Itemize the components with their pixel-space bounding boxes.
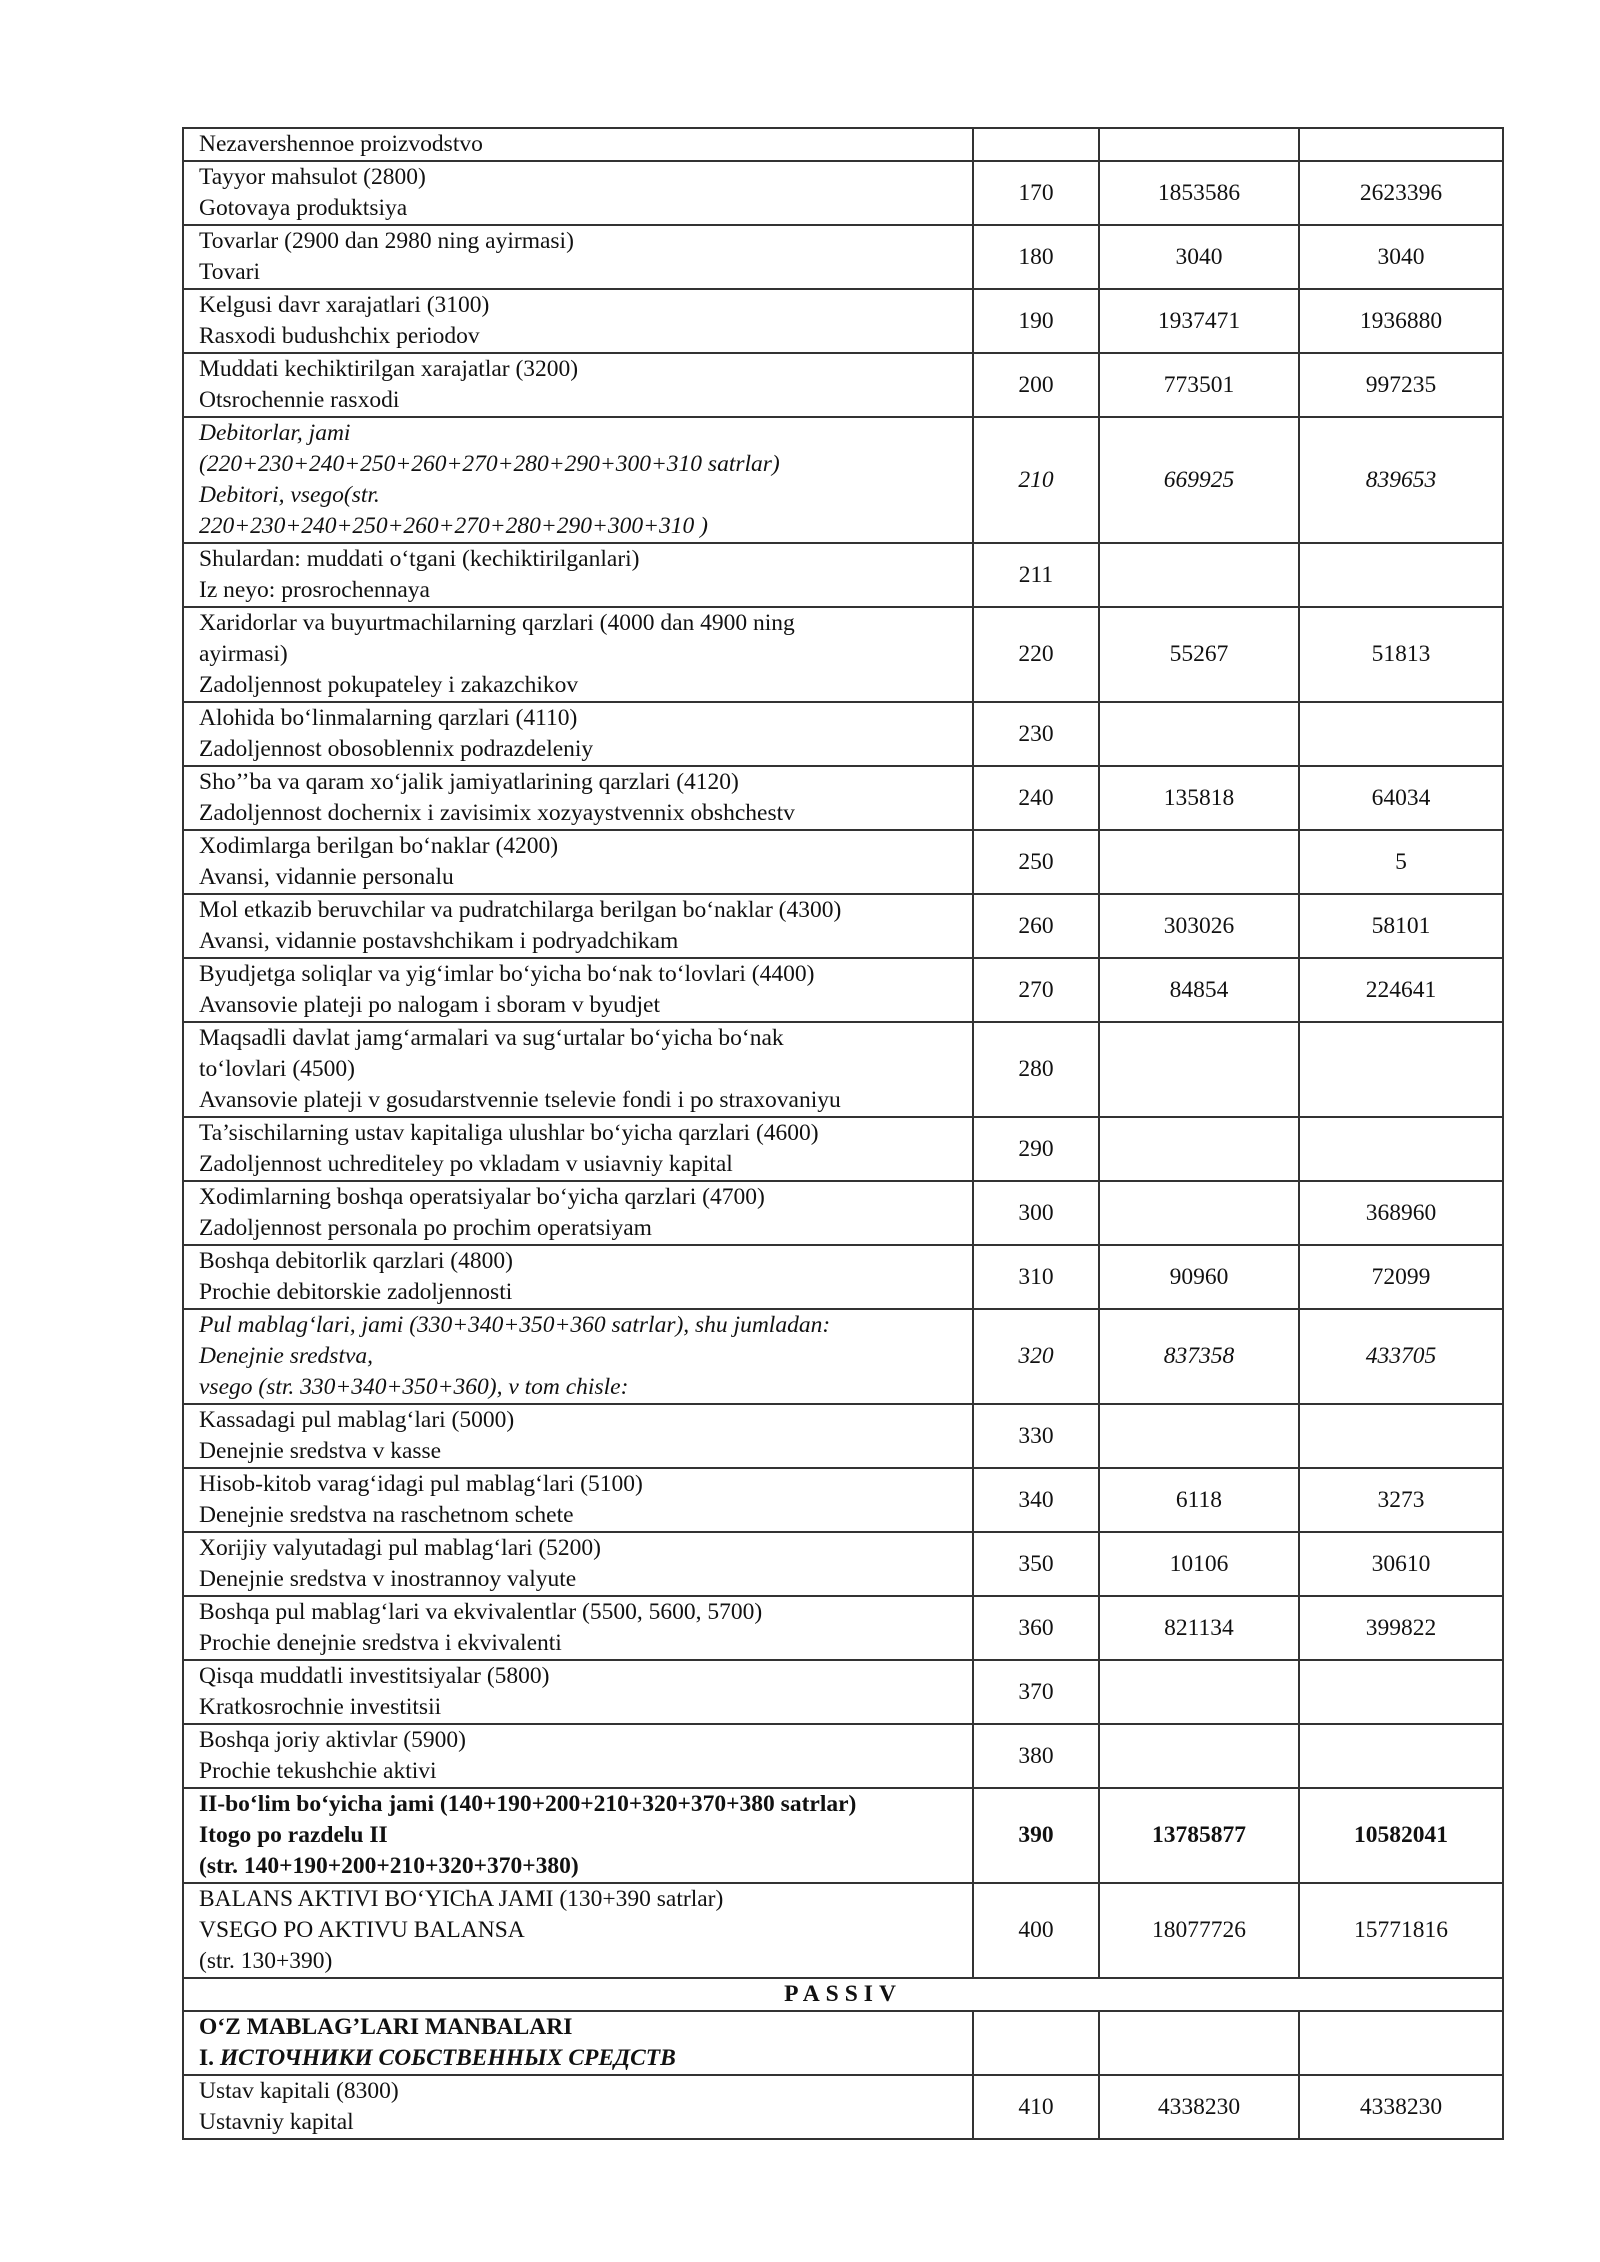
row-label: Pul mablag‘lari, jami (330+340+350+360 satrlar), shu jumladan: Denejnie sredstva, vsego (str. 330+340+350+360), v tom chisle: — [183, 1309, 973, 1404]
row-value-start: 303026 — [1099, 894, 1299, 958]
row-value-end: 72099 — [1299, 1245, 1503, 1309]
table-row — [183, 1404, 1503, 1468]
table-row — [183, 766, 1503, 830]
row-value-end: 30610 — [1299, 1532, 1503, 1596]
row-label: Debitorlar, jami (220+230+240+250+260+270+280+290+300+310 satrlar) Debitori, vsego(str. 220+230+240+250+260+270+280+290+300+310 ) — [183, 417, 973, 543]
row-code: 240 — [973, 766, 1099, 830]
row-value-end — [1299, 543, 1503, 607]
table-row — [183, 1724, 1503, 1788]
section-heading-line2: I. ИСТОЧНИКИ СОБСТВЕННЫХ СРЕДСТВ — [199, 2045, 676, 2071]
row-value-start: 1937471 — [1099, 289, 1299, 353]
row-code: 330 — [973, 1404, 1099, 1468]
row-value-end — [1299, 702, 1503, 766]
row-label: Kelgusi davr xarajatlari (3100) Rasxodi budushchix periodov — [183, 289, 973, 353]
row-code: 300 — [973, 1181, 1099, 1245]
row-value-end — [1299, 1404, 1503, 1468]
table-row — [183, 607, 1503, 702]
table-row — [183, 1532, 1503, 1596]
row-label: Hisob-kitob varag‘idagi pul mablag‘lari (5100) Denejnie sredstva na raschetnom schete — [183, 1468, 973, 1532]
row-value-end: 997235 — [1299, 353, 1503, 417]
row-label: Tayyor mahsulot (2800) Gotovaya produktsiya — [183, 161, 973, 225]
table-row — [183, 289, 1503, 353]
table-row — [183, 1309, 1503, 1404]
row-label: Sho’’ba va qaram xo‘jalik jamiyatlarining qarzlari (4120) Zadoljennost dochernix i zavisimix xozyaystvennix obshchestv — [183, 766, 973, 830]
table-row — [183, 353, 1503, 417]
row-value-start — [1099, 128, 1299, 161]
row-label: Boshqa joriy aktivlar (5900) Prochie tekushchie aktivi — [183, 1724, 973, 1788]
row-label: Qisqa muddatli investitsiyalar (5800) Kratkosrochnie investitsii — [183, 1660, 973, 1724]
table-row — [183, 1022, 1503, 1117]
passiv-title: PASSIV — [183, 1978, 1503, 2011]
row-code: 190 — [973, 289, 1099, 353]
row-value-start: 84854 — [1099, 958, 1299, 1022]
row-code: 380 — [973, 1724, 1099, 1788]
row-label: Byudjetga soliqlar va yig‘imlar bo‘yicha bo‘nak to‘lovlari (4400) Avansovie plateji po nalogam i sboram v byudjet — [183, 958, 973, 1022]
row-value-start: 4338230 — [1099, 2075, 1299, 2139]
row-value-end: 399822 — [1299, 1596, 1503, 1660]
row-code: 400 — [973, 1883, 1099, 1978]
row-value-end: 5 — [1299, 830, 1503, 894]
table-row — [183, 128, 1503, 161]
row-value-end — [1299, 1117, 1503, 1181]
row-label: BALANS AKTIVI BO‘YIChA JAMI (130+390 satrlar) VSEGO PO AKTIVU BALANSA (str. 130+390) — [183, 1883, 973, 1978]
row-code: 360 — [973, 1596, 1099, 1660]
table-row — [183, 161, 1503, 225]
row-code: 211 — [973, 543, 1099, 607]
row-label: Ta’sischilarning ustav kapitaliga ulushlar bo‘yicha qarzlari (4600) Zadoljennost uchrediteley po vkladam v usiavniy kapital — [183, 1117, 973, 1181]
passiv-header-row — [183, 1978, 1503, 2011]
row-label: Xodimlarga berilgan bo‘naklar (4200) Avansi, vidannie personalu — [183, 830, 973, 894]
row-code — [973, 2011, 1099, 2075]
balance-sheet — [182, 127, 1502, 2140]
section-heading-row — [183, 2011, 1503, 2075]
row-value-end: 224641 — [1299, 958, 1503, 1022]
row-code: 180 — [973, 225, 1099, 289]
row-label: Boshqa debitorlik qarzlari (4800) Prochie debitorskie zadoljennosti — [183, 1245, 973, 1309]
row-value-start — [1099, 702, 1299, 766]
row-code: 260 — [973, 894, 1099, 958]
table-row — [183, 1660, 1503, 1724]
row-value-start — [1099, 2011, 1299, 2075]
row-value-start — [1099, 1181, 1299, 1245]
row-label: Nezavershennoe proizvodstvo — [183, 128, 973, 161]
row-label: Tovarlar (2900 dan 2980 ning ayirmasi) Tovari — [183, 225, 973, 289]
row-value-end: 839653 — [1299, 417, 1503, 543]
row-value-end — [1299, 1724, 1503, 1788]
row-label: Boshqa pul mablag‘lari va ekvivalentlar (5500, 5600, 5700) Prochie denejnie sredstva i ekvivalenti — [183, 1596, 973, 1660]
row-value-start: 1853586 — [1099, 161, 1299, 225]
row-code: 290 — [973, 1117, 1099, 1181]
row-value-end: 58101 — [1299, 894, 1503, 958]
row-code — [973, 128, 1099, 161]
row-code: 410 — [973, 2075, 1099, 2139]
row-code: 340 — [973, 1468, 1099, 1532]
row-label: Xorijiy valyutadagi pul mablag‘lari (5200) Denejnie sredstva v inostrannoy valyute — [183, 1532, 973, 1596]
row-value-end — [1299, 1022, 1503, 1117]
row-label: Alohida bo‘linmalarning qarzlari (4110) Zadoljennost obosoblennix podrazdeleniy — [183, 702, 973, 766]
table-row — [183, 1245, 1503, 1309]
row-value-start — [1099, 1724, 1299, 1788]
table-row — [183, 2075, 1503, 2139]
row-value-start — [1099, 1660, 1299, 1724]
row-value-start — [1099, 543, 1299, 607]
row-label: Xaridorlar va buyurtmachilarning qarzlari (4000 dan 4900 ning ayirmasi) Zadoljennost pokupateley i zakazchikov — [183, 607, 973, 702]
row-code: 170 — [973, 161, 1099, 225]
row-label: Ustav kapitali (8300) Ustavniy kapital — [183, 2075, 973, 2139]
row-value-start: 3040 — [1099, 225, 1299, 289]
row-code: 310 — [973, 1245, 1099, 1309]
row-value-end: 15771816 — [1299, 1883, 1503, 1978]
row-code: 230 — [973, 702, 1099, 766]
table-row — [183, 1883, 1503, 1978]
balance-table — [182, 127, 1504, 2140]
row-value-start — [1099, 1022, 1299, 1117]
row-value-start: 773501 — [1099, 353, 1299, 417]
table-row — [183, 1468, 1503, 1532]
row-value-end — [1299, 1660, 1503, 1724]
table-row — [183, 958, 1503, 1022]
section-heading-line1: O‘Z MABLAG’LARI MANBALARI — [199, 2014, 573, 2040]
row-value-end — [1299, 128, 1503, 161]
row-code: 210 — [973, 417, 1099, 543]
table-row — [183, 1596, 1503, 1660]
row-label: II-bo‘lim bo‘yicha jami (140+190+200+210+320+370+380 satrlar) Itogo po razdelu II (str. 140+190+200+210+320+370+380) — [183, 1788, 973, 1883]
row-value-end: 51813 — [1299, 607, 1503, 702]
row-code: 320 — [973, 1309, 1099, 1404]
row-value-start: 6118 — [1099, 1468, 1299, 1532]
table-row — [183, 1181, 1503, 1245]
row-value-start: 837358 — [1099, 1309, 1299, 1404]
row-value-end: 1936880 — [1299, 289, 1503, 353]
row-label: Kassadagi pul mablag‘lari (5000) Denejnie sredstva v kasse — [183, 1404, 973, 1468]
row-value-start: 135818 — [1099, 766, 1299, 830]
row-value-start: 55267 — [1099, 607, 1299, 702]
table-row — [183, 543, 1503, 607]
section-heading — [183, 2011, 973, 2075]
row-value-end: 4338230 — [1299, 2075, 1503, 2139]
row-value-start: 18077726 — [1099, 1883, 1299, 1978]
row-value-end: 368960 — [1299, 1181, 1503, 1245]
row-value-start — [1099, 1117, 1299, 1181]
table-row — [183, 702, 1503, 766]
row-value-end: 3040 — [1299, 225, 1503, 289]
row-value-end: 10582041 — [1299, 1788, 1503, 1883]
row-code: 350 — [973, 1532, 1099, 1596]
row-value-start: 90960 — [1099, 1245, 1299, 1309]
row-code: 200 — [973, 353, 1099, 417]
row-value-end: 64034 — [1299, 766, 1503, 830]
row-value-end: 2623396 — [1299, 161, 1503, 225]
row-label: Maqsadli davlat jamg‘armalari va sug‘urtalar bo‘yicha bo‘nak to‘lovlari (4500) Avansovie plateji v gosudarstvennie tselevie fondi i po straxovaniyu — [183, 1022, 973, 1117]
row-value-start — [1099, 830, 1299, 894]
table-row — [183, 417, 1503, 543]
row-code: 370 — [973, 1660, 1099, 1724]
row-code: 220 — [973, 607, 1099, 702]
row-value-start — [1099, 1404, 1299, 1468]
row-value-end: 3273 — [1299, 1468, 1503, 1532]
row-value-start: 10106 — [1099, 1532, 1299, 1596]
table-row — [183, 1788, 1503, 1883]
row-code: 270 — [973, 958, 1099, 1022]
row-code: 250 — [973, 830, 1099, 894]
table-row — [183, 894, 1503, 958]
row-value-end — [1299, 2011, 1503, 2075]
row-value-start: 821134 — [1099, 1596, 1299, 1660]
table-row — [183, 225, 1503, 289]
table-row — [183, 1117, 1503, 1181]
row-value-start: 669925 — [1099, 417, 1299, 543]
row-label: Xodimlarning boshqa operatsiyalar bo‘yicha qarzlari (4700) Zadoljennost personala po prochim operatsiyam — [183, 1181, 973, 1245]
row-label: Shulardan: muddati o‘tgani (kechiktirilganlari) Iz neyo: prosrochennaya — [183, 543, 973, 607]
row-label: Mol etkazib beruvchilar va pudratchilarga berilgan bo‘naklar (4300) Avansi, vidannie postavshchikam i podryadchikam — [183, 894, 973, 958]
table-row — [183, 830, 1503, 894]
row-label: Muddati kechiktirilgan xarajatlar (3200) Otsrochennie rasxodi — [183, 353, 973, 417]
row-code: 390 — [973, 1788, 1099, 1883]
row-code: 280 — [973, 1022, 1099, 1117]
row-value-end: 433705 — [1299, 1309, 1503, 1404]
row-value-start: 13785877 — [1099, 1788, 1299, 1883]
